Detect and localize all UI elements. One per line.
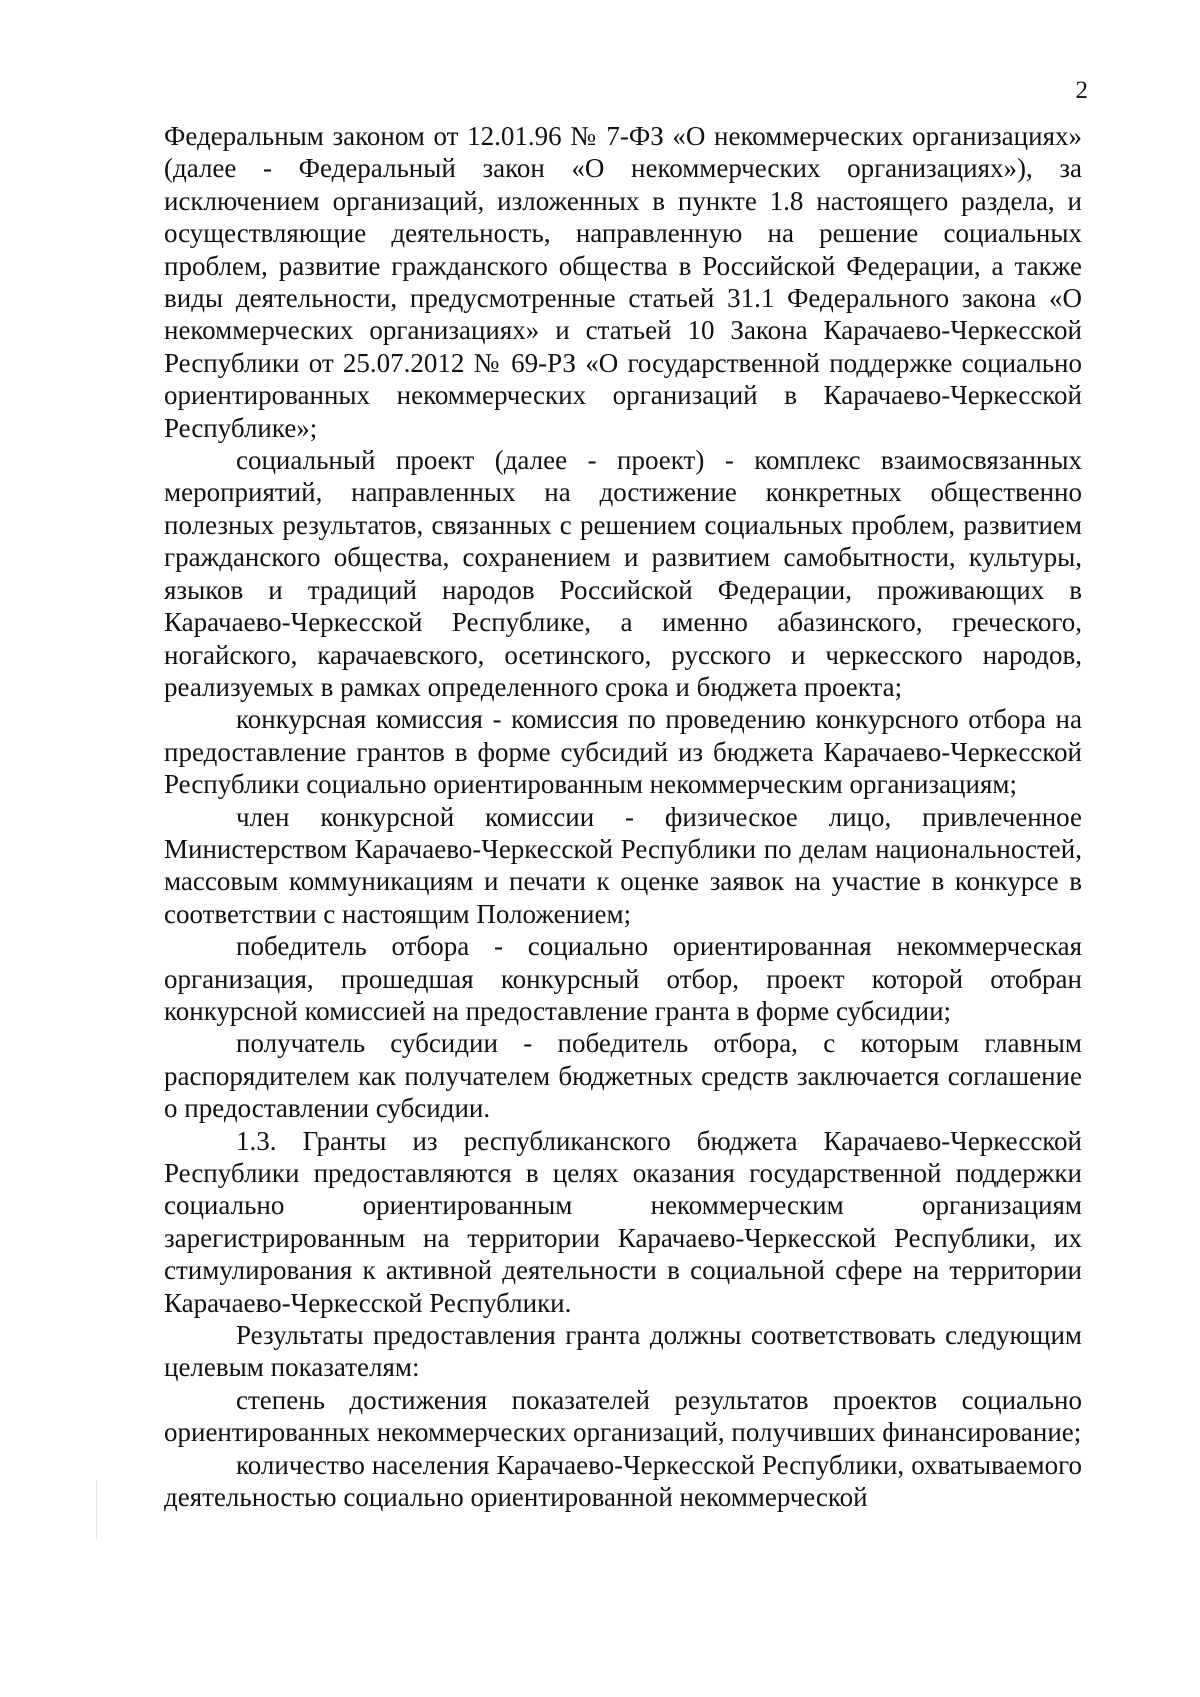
paragraph-social-project-definition: социальный проект (далее - проект) - комплекс взаимосвязанных мероприятий, направленных на достижение конкретных общественно полезных результатов, связанных с решением социальных проблем, развитием гражданского общества, сохранением и развитием самобытности, культуры, языков и традиций народов Российской Федерации, проживающих в Карачаево-Черкесской Республике, а именно абазинского, греческого, ногайского, карачаевского, осетинского, русского и черкесского народов, реализуемых в рамках определенного срока и бюджета проекта; (164, 445, 1082, 702)
paragraph-commission-member-definition: член конкурсной комиссии - физическое лицо, привлеченное Министерством Карачаево-Черкесской Республики по делам национальностей, массовым коммуникациям и печати к оценке заявок на участие в конкурсе в соответствии с настоящим Положением; (164, 801, 1082, 929)
paragraph-indicator-achievement: степень достижения показателей результатов проектов социально ориентированных некоммерческих организаций, получивших финансирование; (164, 1384, 1082, 1448)
paragraph-subsidy-recipient-definition: получатель субсидии - победитель отбора, с которым главным распорядителем как получателем бюджетных средств заключается соглашение о предоставлении субсидии. (164, 1028, 1082, 1124)
paragraph-competition-commission-definition: конкурсная комиссия - комиссия по проведению конкурсного отбора на предоставление грантов в форме субсидий из бюджета Карачаево-Черкесской Республики социально ориентированным некоммерческим организациям; (164, 704, 1082, 800)
scan-margin-mark (96, 1480, 97, 1540)
paragraph-population-coverage: количество населения Карачаево-Черкесской Республики, охватываемого деятельностью социально ориентированной некоммерческой (164, 1449, 1082, 1513)
paragraph-selection-winner-definition: победитель отбора - социально ориентированная некоммерческая организация, прошедшая конкурсный отбор, проект которой отобран конкурсной комиссией на предоставление гранта в форме субсидии; (164, 931, 1082, 1026)
paragraph-section-1-3: 1.3. Гранты из республиканского бюджета Карачаево-Черкесской Республики предоставляются в целях оказания государственной поддержки социально ориентированным некоммерческим организациям зарегистрированным на территории Карачаево-Черкесской Республики, их стимулирования к активной деятельности в социальной сфере на территории Карачаево-Черкесской Республики. (164, 1125, 1082, 1318)
paragraph-grant-results: Результаты предоставления гранта должны соответствовать следующим целевым показателям: (164, 1320, 1082, 1383)
paragraph-continuation: Федеральным законом от 12.01.96 № 7-ФЗ «О некоммерческих организациях» (далее - Федеральный закон «О некоммерческих организациях»), за исключением организаций, изложенных в пункте 1.8 настоящего раздела, и осуществляющие деятельность, направленную на решение социальных проблем, развитие гражданского общества в Российской Федерации, а также виды деятельности, предусмотренные статьей 31.1 Федерального закона «О некоммерческих организациях» и статьей 10 Закона Карачаево-Черкесской Республики от 25.07.2012 № 69-РЗ «О государственной поддержке социально ориентированных некоммерческих организаций в Карачаево-Черкесской Республике»; (164, 121, 1082, 443)
document-body (164, 120, 1082, 1513)
page-number: 2 (1075, 77, 1088, 104)
